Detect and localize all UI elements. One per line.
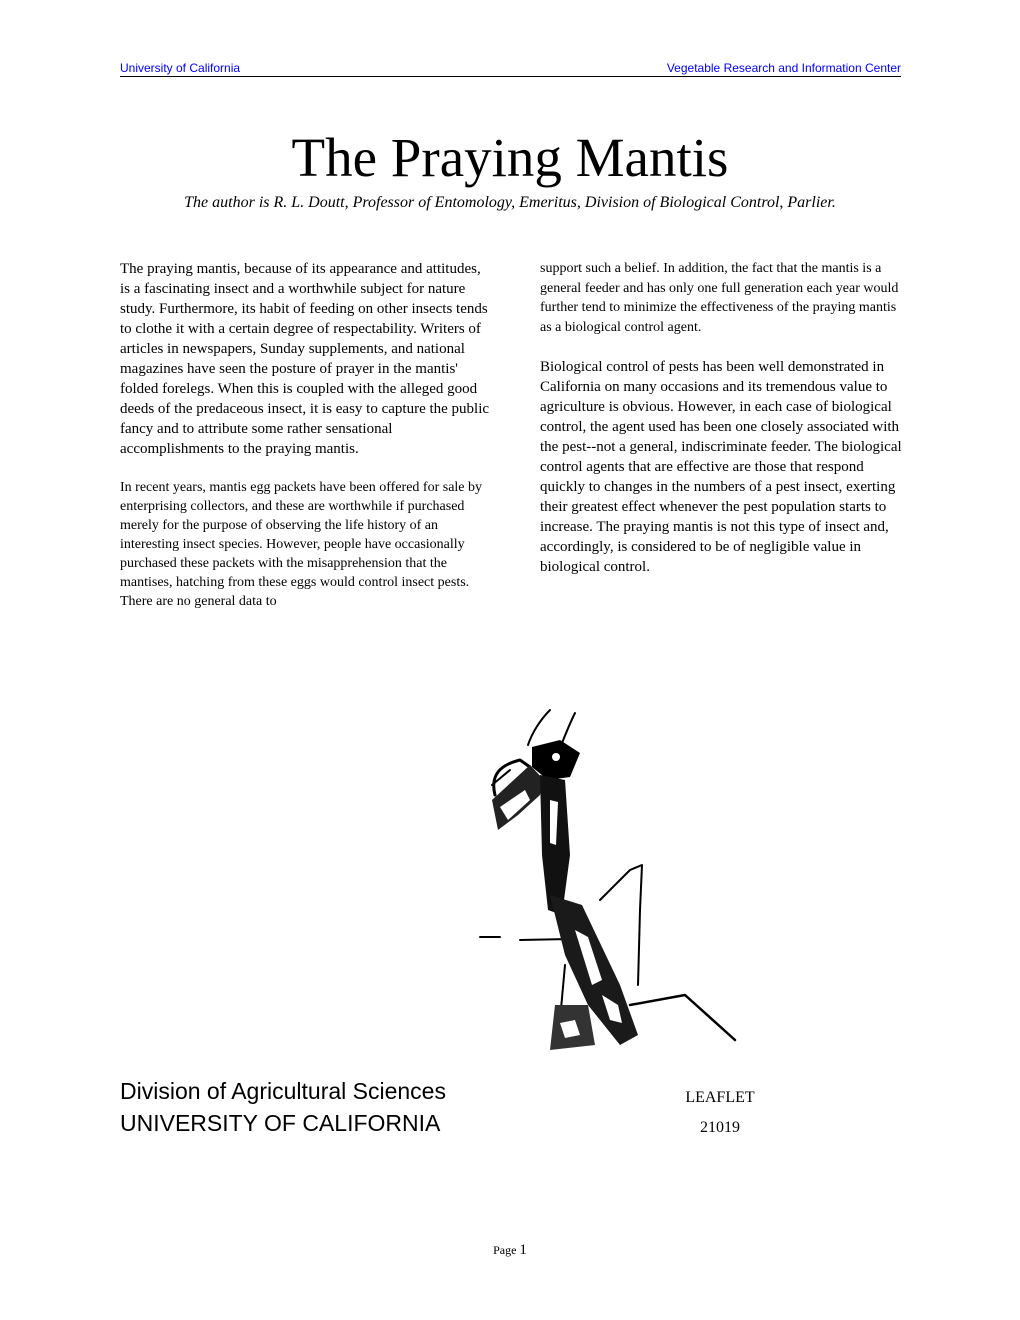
- page-number-value: 1: [519, 1242, 527, 1258]
- leaflet-block: [650, 1083, 790, 1143]
- praying-mantis-illustration: [470, 705, 745, 1055]
- paragraph: support such a belief. In addition, the fact that the mantis is a general feeder and has only one full generation each year would further tend to minimize the effectiveness of the praying mantis as a biological control agent.: [540, 261, 899, 335]
- page-number: [0, 1242, 1020, 1259]
- paragraph: In recent years, mantis egg packets have been offered for sale by enterprising collectors, and these are worthwhile if purchased merely for the purpose of observing the life history of an interesting insect species. However, people have occasionally purchased these packets with the misapprehension that the mantises, hatching from these eggs would control insect pests. There are no general data to: [120, 480, 483, 609]
- header-left-text: University of California: [120, 61, 241, 75]
- university-name: UNIVERSITY OF CALIFORNIA: [120, 1110, 441, 1136]
- body-column-left: [120, 259, 490, 611]
- paragraph: The praying mantis, because of its appearance and attitudes, is a fascinating insect and a worthwhile subject for nature study. Furthermore, its habit of feeding on other insects tends to clothe it with a certain degree of respectability. Writers of articles in newspapers, Sunday supplements, and national magazines have seen the posture of prayer in the mantis' folded forelegs. When this is coupled with the alleged good deeds of the predaceous insect, it is easy to capture the public fancy and to attribute some rather sensational accomplishments to the praying mantis.: [120, 261, 490, 457]
- division-name: Division of Agricultural Sciences: [120, 1078, 446, 1104]
- running-header: [120, 60, 901, 77]
- body-column-right: [540, 259, 910, 577]
- publisher-block: [120, 1075, 446, 1139]
- leaflet-label: LEAFLET: [685, 1089, 755, 1106]
- author-byline: The author is R. L. Doutt, Professor of Entomology, Emeritus, Division of Biological Control, Parlier.: [184, 194, 836, 211]
- paragraph: Biological control of pests has been well demonstrated in California on many occasions and its tremendous value to agriculture is obvious. However, in each case of biological control, the agent used has been one closely associated with the pest--not a general, indiscriminate feeder. The biological control agents that are effective are those that respond quickly to changes in the numbers of a pest insect, exerting their greatest effect whenever the pest population starts to increase. The praying mantis is not this type of insect and, accordingly, is considered to be of negligible value in biological control.: [540, 359, 902, 575]
- leaflet-number: 21019: [700, 1119, 740, 1136]
- page-label: Page: [493, 1243, 517, 1257]
- header-right-text: Vegetable Research and Information Center: [666, 61, 901, 75]
- page-title: The Praying Mantis: [291, 127, 729, 188]
